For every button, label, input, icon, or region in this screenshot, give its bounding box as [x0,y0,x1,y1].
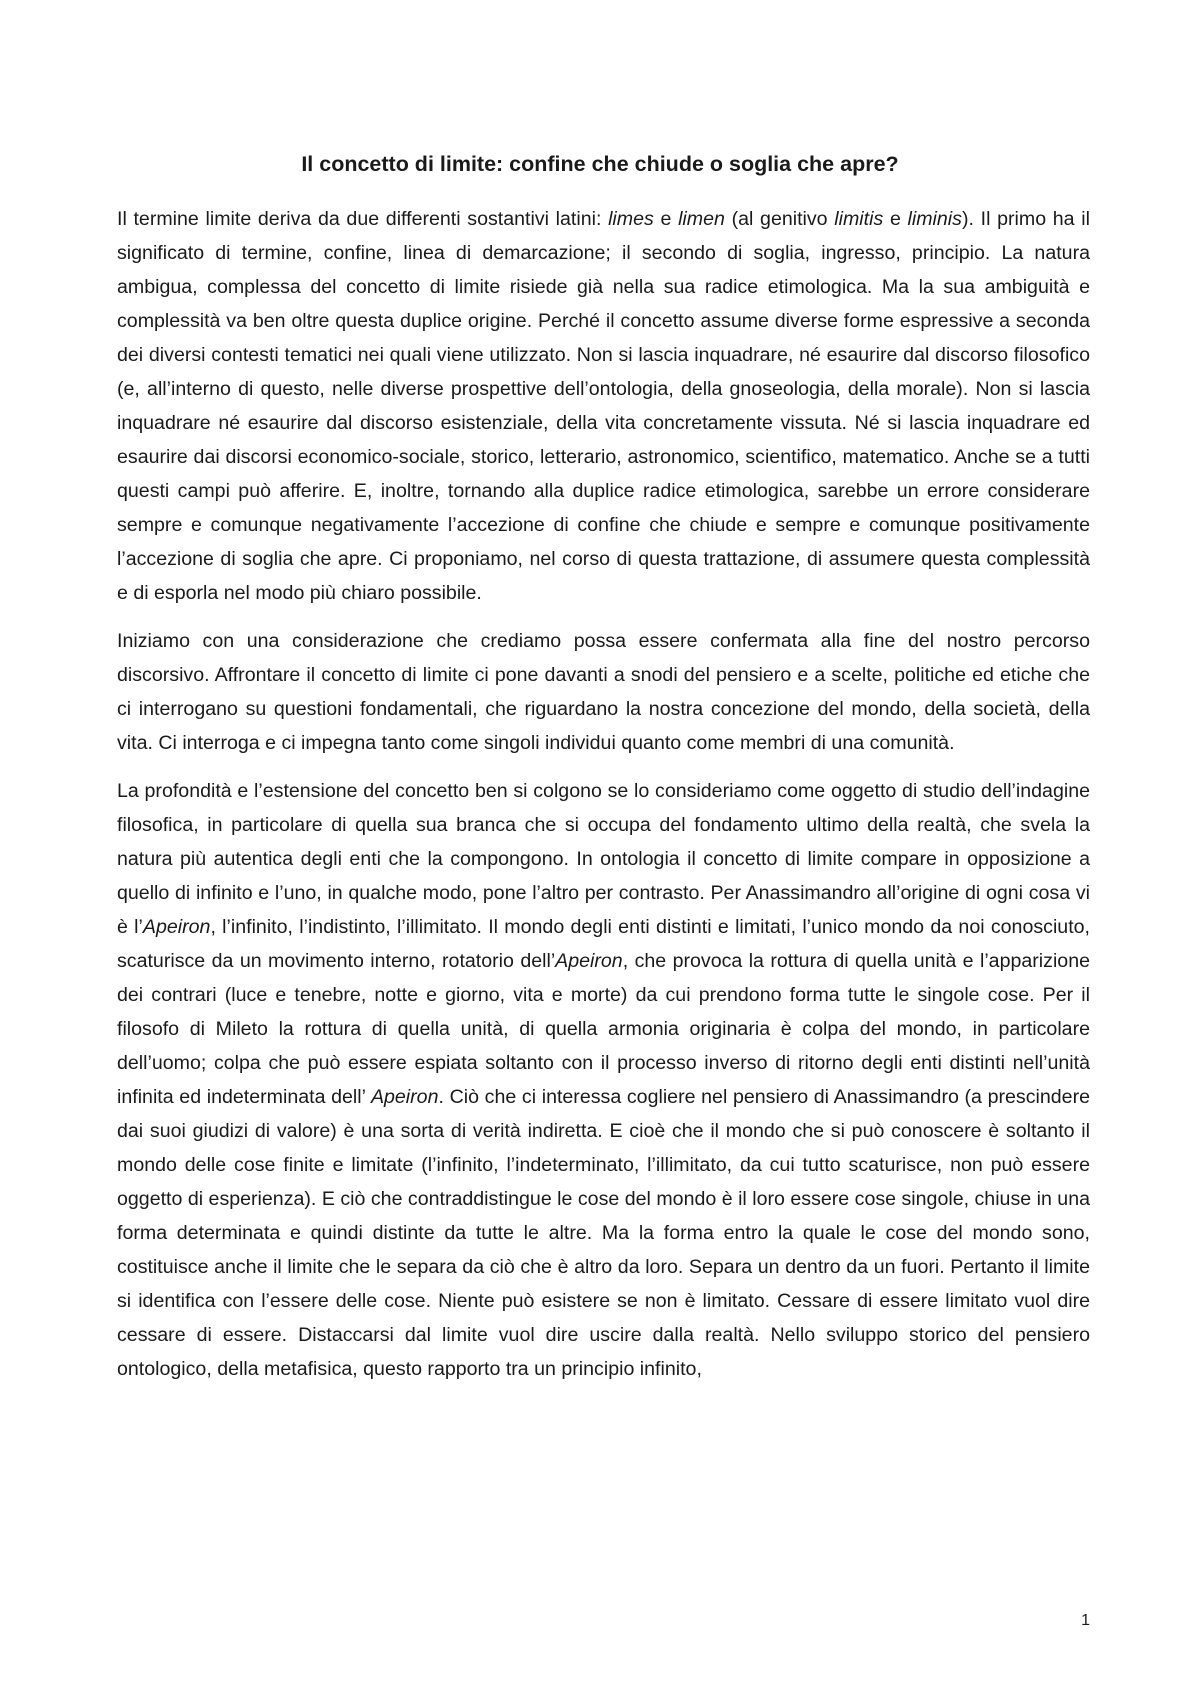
text-run: e [653,208,679,230]
italic-term: limitis [834,208,884,230]
italic-term: liminis [907,208,962,230]
text-run: , l’infinito, l’indistinto, l’illimitato. Il mondo degli enti distinti e limitati, l’unico mondo da noi conosciuto, scaturisce da un movimento interno, rotatorio dell’ [117,916,1090,972]
text-run: , che provoca la rottura di quella unità e l’apparizione dei contrari (luce e tenebre, notte e giorno, vita e morte) da cui prendono forma tutte le singole cose. Per il filosofo di Mileto la rottura di quella unità, di quella armonia originaria è colpa del mondo, in particolare dell’uomo; colpa che può essere espiata soltanto con il processo inverso di ritorno degli enti distinti nell’unità infinita ed indeterminata dell’ [117,950,1090,1108]
italic-term: Apeiron [555,950,623,972]
paragraph-1 [117,202,1090,610]
text-run: ). Il primo ha il significato di termine, confine, linea di demarcazione; il secondo di soglia, ingresso, principio. La natura ambigua, complessa del concetto di limite risiede già nella sua radice etimologica. Ma la sua ambiguità e complessità va ben oltre questa duplice origine. Perché il concetto assume diverse forme espressive a seconda dei diversi contesti tematici nei quali viene utilizzato. Non si lascia inquadrare, né esaurire dal discorso filosofico (e, all’interno di questo, nelle diverse prospettive dell’ontologia, della gnoseologia, della morale). Non si lascia inquadrare né esaurire dal discorso esistenziale, della vita concretamente vissuta. Né si lascia inquadrare ed esaurire dai discorsi economico-sociale, storico, letterario, astronomico, scientifico, matematico. Anche se a tutti questi campi può afferire. E, inoltre, tornando alla duplice radice etimologica, sarebbe un errore considerare sempre e comunque negativamente l’accezione di confine che chiude e sempre e comunque positivamente l’accezione di soglia che apre. Ci proponiamo, nel corso di questa trattazione, di assumere questa complessità e di esporla nel modo più chiaro possibile. [117,208,1090,604]
text-run: La profondità e l’estensione del concetto ben si colgono se lo consideriamo come oggetto di studio dell’indagine filosofica, in particolare di quella sua branca che si occupa del fondamento ultimo della realtà, che svela la natura più autentica degli enti che la compongono. In ontologia il concetto di limite compare in opposizione a quello di infinito e l’uno, in qualche modo, pone l’altro per contrasto. Per Anassimandro all’origine di ogni cosa vi è l’ [117,780,1090,938]
text-run: Iniziamo con una considerazione che crediamo possa essere confermata alla fine del nostro percorso discorsivo. Affrontare il concetto di limite ci pone davanti a snodi del pensiero e a scelte, politiche ed etiche che ci interrogano su questioni fondamentali, che riguardano la nostra concezione del mondo, della società, della vita. Ci interroga e ci impegna tanto come singoli individui quanto come membri di una comunità. [117,630,1090,754]
italic-term: limen [678,208,725,230]
italic-term: Apeiron [370,1086,439,1108]
document-body [117,202,1090,1400]
paragraph-2 [117,624,1090,760]
document-title: Il concetto di limite: confine che chiude o soglia che apre? [301,152,899,176]
italic-term: Apeiron [142,916,211,938]
italic-term: limes [608,208,654,230]
text-run: (al genitivo [724,208,835,230]
text-run: . Ciò che ci interessa cogliere nel pensiero di Anassimandro (a prescindere dai suoi giudizi di valore) è una sorta di verità indiretta. E cioè che il mondo che si può conoscere è soltanto il mondo delle cose finite e limitate (l’infinito, l’indeterminato, l’illimitato, da cui tutto scaturisce, non può essere oggetto di esperienza). E ciò che contraddistingue le cose del mondo è il loro essere cose singole, chiuse in una forma determinata e quindi distinte da tutte le altre. Ma la forma entro la quale le cose del mondo sono, costituisce anche il limite che le separa da ciò che è altro da loro. Separa un dentro da un fuori. Pertanto il limite si identifica con l’essere delle cose. Niente può esistere se non è limitato. Cessare di essere limitato vuol dire cessare di essere. Distaccarsi dal limite vuol dire uscire dalla realtà. Nello sviluppo storico del pensiero ontologico, della metafisica, questo rapporto tra un principio infinito, [117,1086,1090,1380]
text-run: e [883,208,908,230]
text-run: Il termine limite deriva da due differenti sostantivi latini: [117,208,609,230]
page-number: 1 [1081,1612,1090,1629]
paragraph-3 [117,774,1090,1386]
